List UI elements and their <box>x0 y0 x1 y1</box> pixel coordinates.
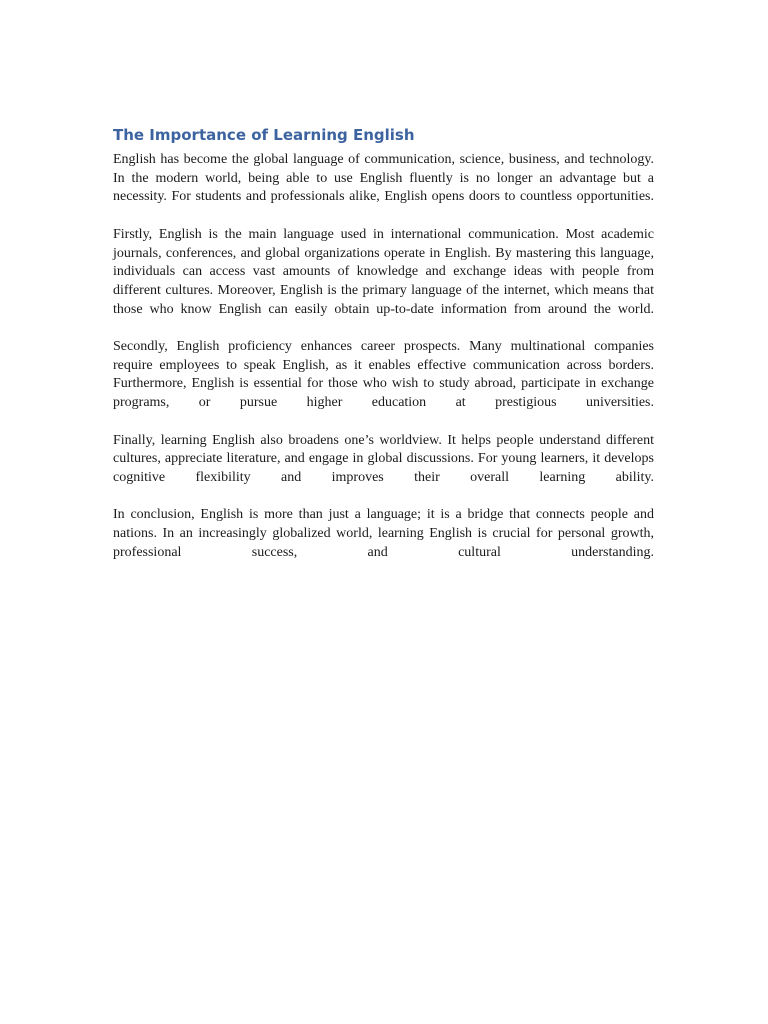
document-page <box>113 124 654 581</box>
paragraph-finally: Finally, learning English also broadens one’s worldview. It helps people understand different cultures, appreciate literature, and engage in global discussions. For young learners, it develops cognitive flexibility and improves their overall learning ability. <box>113 432 654 485</box>
paragraph-firstly: Firstly, English is the main language used in international communication. Most academic journals, conferences, and global organizations operate in English. By mastering this language, individuals can access vast amounts of knowledge and exchange ideas with people from different cultures. Moreover, English is the primary language of the internet, which means that those who know English can easily obtain up-to-date information from around the world. <box>113 226 654 317</box>
paragraph-conclusion: In conclusion, English is more than just a language; it is a bridge that connects people and nations. In an increasingly globalized world, learning English is crucial for personal growth, professional success, and cultural understanding. <box>113 507 654 560</box>
paragraph-secondly: Secondly, English proficiency enhances career prospects. Many multinational companies require employees to speak English, as it enables effective communication across borders. Furthermore, English is essential for those who wish to study abroad, participate in exchange programs, or pursue higher education at prestigious universities. <box>113 339 654 411</box>
paragraph-intro: English has become the global language of communication, science, business, and technology. In the modern world, being able to use English fluently is no longer an advantage but a necessity. For students and professionals alike, English opens doors to countless opportunities. <box>113 152 654 205</box>
document-title: The Importance of Learning English <box>113 126 415 144</box>
